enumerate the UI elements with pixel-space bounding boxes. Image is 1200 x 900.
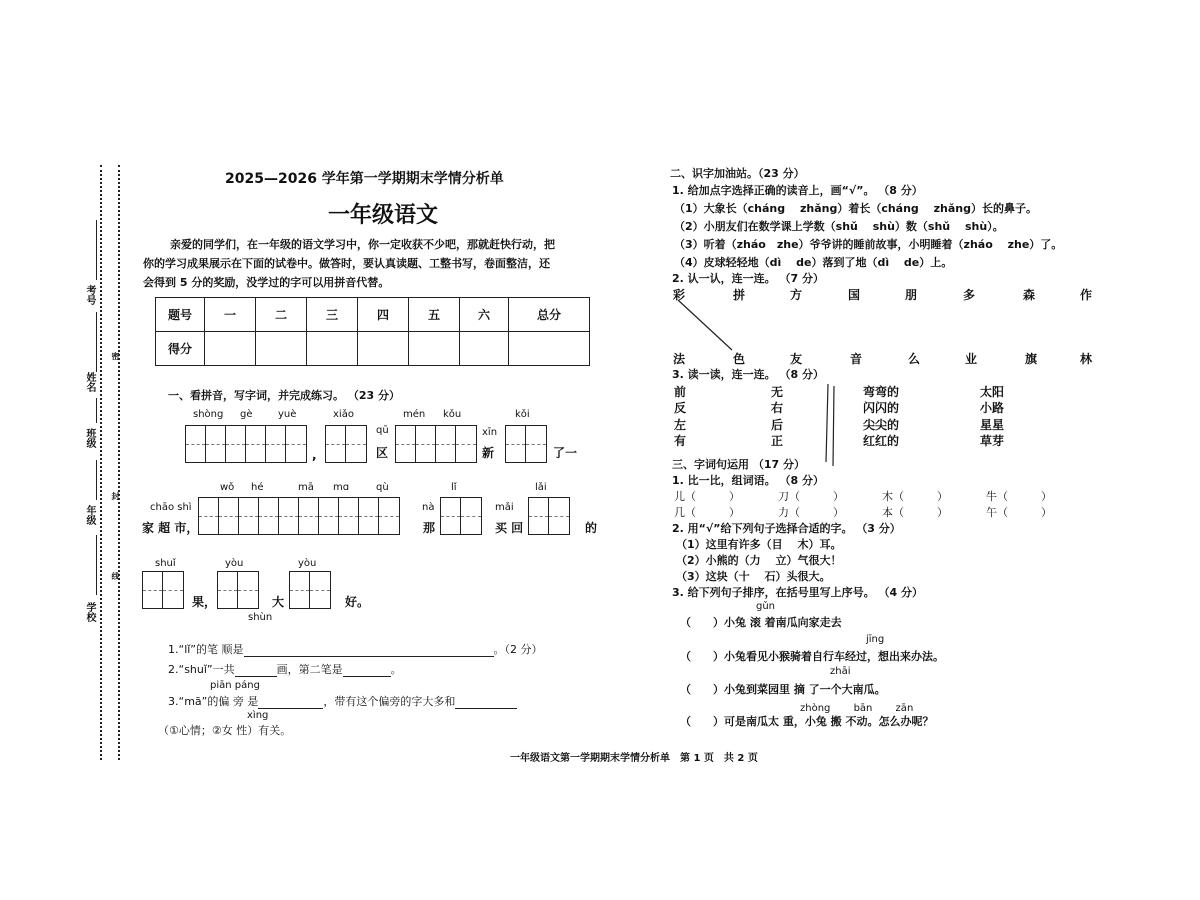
match-char-top[interactable]: 国 — [848, 288, 861, 302]
char: 果， — [192, 595, 217, 609]
section3-q3: 3. 给下列句子排序，在括号里写上序号。 （4 分） — [672, 586, 923, 599]
answer-line[interactable] — [258, 696, 323, 709]
sentence-order-item[interactable]: （ ）小兔到菜园里 摘 了一个大南瓜。 — [680, 683, 886, 696]
char: 的 — [585, 521, 598, 535]
writing-grid[interactable] — [217, 571, 259, 609]
question-1-3-options: （①心情；②女 性）有关。 — [158, 724, 292, 737]
seal-mi: 密 — [111, 352, 120, 360]
pinyin: mǎi — [495, 502, 514, 513]
kaohao-label: 考号 — [84, 285, 95, 305]
match-char-top[interactable]: 彩 — [673, 288, 686, 302]
match-word[interactable]: 左 — [674, 418, 687, 432]
match-char-bottom[interactable]: 色 — [733, 352, 746, 366]
intro-line-1: 亲爱的同学们，在一年级的语文学习中，你一定收获不少吧，那就赶快行动，把 — [170, 238, 555, 251]
pinyin: mén — [403, 409, 426, 420]
match-char-bottom[interactable]: 业 — [965, 352, 978, 366]
q2-text-b: 画，第二笔是 — [276, 663, 343, 676]
pinyin: zhāi — [830, 666, 851, 677]
word-compare[interactable]: 力（ ） — [778, 506, 844, 519]
score-header: 三 — [307, 298, 358, 332]
writing-grid[interactable] — [289, 571, 331, 609]
word-compare[interactable]: 本（ ） — [882, 506, 948, 519]
section1-title: 一、看拼音，写字词，并完成练习。 （23 分） — [168, 389, 400, 402]
sentence-order-item[interactable]: （ ）小兔看见小猴骑着自行车经过，想出来办法。 — [680, 650, 944, 663]
answer-line[interactable] — [343, 664, 391, 677]
char: 新 — [482, 446, 495, 460]
exam-title: 2025—2026 学年第一学期期末学情分析单 — [225, 171, 504, 187]
question-1-2 — [168, 661, 402, 677]
score-cell[interactable] — [358, 332, 409, 366]
pinyin: shùn — [248, 612, 273, 623]
xingming-line — [96, 312, 97, 372]
writing-grid[interactable] — [528, 497, 570, 535]
pinyin: kǒu — [443, 409, 462, 420]
pinyin: qū — [376, 425, 389, 436]
match-word[interactable]: 正 — [771, 434, 784, 448]
match-char-top[interactable]: 方 — [790, 288, 803, 302]
word-compare[interactable]: 午（ ） — [986, 506, 1052, 519]
q2-text-c: 。 — [390, 663, 402, 676]
word-compare[interactable]: 几（ ） — [674, 506, 740, 519]
pinyin: yòu — [298, 558, 317, 569]
match-char-top[interactable]: 森 — [1023, 288, 1036, 302]
pinyin: gè — [240, 409, 253, 420]
fold-line-left — [100, 165, 102, 760]
section2-q1-item: （4）皮球轻轻地（dì de）落到了地（dì de）上。 — [674, 256, 953, 269]
nianji-label: 年级 — [84, 505, 95, 525]
section3-q2: 2. 用“√”给下列句子选择合适的字。 （3 分） — [672, 522, 901, 535]
writing-grid[interactable] — [440, 497, 482, 535]
section3-q2-item: （3）这块（十 石）头很大。 — [676, 570, 831, 583]
pinyin: zhòng bān zān — [800, 703, 914, 714]
q2-text-a: 2.“shuǐ”一共 — [168, 663, 235, 676]
pinyin: kǒi — [515, 409, 530, 420]
pinyin: lǐ — [451, 482, 457, 493]
score-header: 五 — [409, 298, 460, 332]
section2-q1-item: （2）小朋友们在数学课上学数（shǔ shù）数（shǔ shù）。 — [674, 220, 1004, 233]
subject-title: 一年级语文 — [328, 203, 439, 228]
score-header: 总分 — [509, 298, 590, 332]
section2-q2: 2. 认一认，连一连。 （7 分） — [672, 272, 824, 285]
intro-line-2: 你的学习成果展示在下面的试卷中。做答时，要认真读题、工整书写，卷面整洁，还 — [143, 257, 550, 270]
score-cell[interactable] — [205, 332, 256, 366]
pinyin: hé — [251, 482, 264, 493]
score-header: 题号 — [156, 298, 205, 332]
pinyin: mɑ — [333, 482, 350, 493]
score-row-label: 得分 — [156, 332, 205, 366]
pinyin: mā — [298, 482, 314, 493]
word-compare[interactable]: 儿（ ） — [674, 490, 740, 503]
match-word[interactable]: 太阳 — [980, 385, 1005, 399]
score-cell[interactable] — [460, 332, 509, 366]
q1-text: 1.“lǐ”的笔 顺是 — [168, 643, 244, 656]
pinyin: piān páng — [210, 680, 260, 691]
match-char-top[interactable]: 拼 — [733, 288, 746, 302]
section3-title: 三、字词句运用 （17 分） — [672, 458, 805, 471]
section3-q2-item: （2）小熊的（力 立）气很大！ — [676, 554, 842, 567]
match-char-top[interactable]: 多 — [963, 288, 976, 302]
writing-grid[interactable] — [185, 425, 307, 463]
pinyin: shuǐ — [155, 558, 176, 569]
word-compare[interactable]: 木（ ） — [882, 490, 948, 503]
xuexiao-label: 学校 — [84, 602, 95, 622]
char: 大 — [272, 595, 285, 609]
seal-xian: 线 — [111, 572, 120, 580]
pinyin: chāo shì — [150, 502, 192, 513]
match-word[interactable]: 草芽 — [980, 434, 1005, 448]
pinyin: gǔn — [756, 601, 776, 612]
pinyin: wǒ — [220, 482, 235, 493]
pinyin: qù — [376, 482, 389, 493]
section2-title: 二、识字加油站。（23 分） — [670, 167, 805, 180]
match-word[interactable]: 前 — [674, 385, 687, 399]
seal-feng: 封 — [111, 492, 120, 500]
section3-q1: 1. 比一比，组词语。 （8 分） — [672, 474, 824, 487]
pinyin: jīng — [866, 634, 885, 645]
nianji-line — [96, 460, 97, 500]
writing-grid[interactable] — [395, 425, 477, 463]
section2-q1-item: （1）大象长（cháng zhǎng）着长（cháng zhǎng）长的鼻子。 — [674, 202, 1037, 215]
match-char-top[interactable]: 作 — [1080, 288, 1093, 302]
pinyin: yòu — [225, 558, 244, 569]
score-header: 二 — [256, 298, 307, 332]
score-cell[interactable] — [256, 332, 307, 366]
match-char-bottom[interactable]: 旗 — [1025, 352, 1038, 366]
writing-grid[interactable] — [142, 571, 184, 609]
score-table — [155, 297, 590, 366]
score-header: 四 — [358, 298, 409, 332]
char: 区 — [376, 446, 389, 460]
match-word[interactable]: 无 — [771, 385, 784, 399]
question-1-1 — [168, 641, 543, 657]
char: 那 — [423, 521, 436, 535]
pinyin: shòng — [193, 409, 224, 420]
sentence-order-item[interactable]: （ ）可是南瓜太 重，小兔 搬 不动。怎么办呢？ — [680, 715, 934, 728]
pinyin: xìng — [247, 710, 269, 721]
match-word[interactable]: 反 — [674, 401, 687, 415]
match-char-top[interactable]: 朋 — [905, 288, 918, 302]
char: 好。 — [345, 595, 370, 609]
pinyin: xiǎo — [333, 409, 354, 420]
word-compare[interactable]: 牛（ ） — [986, 490, 1052, 503]
answer-line[interactable] — [235, 664, 277, 677]
banji-label: 班级 — [84, 428, 95, 448]
match-word[interactable]: 闪闪的 — [863, 401, 900, 415]
match-word[interactable]: 小路 — [980, 401, 1005, 415]
q3-text-b: ，带有这个偏旁的字大多和 — [323, 695, 456, 708]
xuexiao-line — [96, 535, 97, 595]
match-char-bottom[interactable]: 么 — [908, 352, 921, 366]
match-word[interactable]: 星星 — [980, 418, 1005, 432]
question-1-3 — [168, 693, 517, 709]
section2-q3: 3. 读一读，连一连。 （8 分） — [672, 368, 824, 381]
match-char-bottom[interactable]: 友 — [790, 352, 803, 366]
score-cell[interactable] — [509, 332, 590, 366]
match-word[interactable]: 弯弯的 — [863, 385, 900, 399]
writing-grid[interactable] — [325, 425, 367, 463]
banji-line — [96, 398, 97, 423]
pinyin: yuè — [278, 409, 297, 420]
pinyin: nà — [422, 502, 435, 513]
answer-line[interactable] — [244, 644, 494, 657]
writing-grid[interactable] — [505, 425, 547, 463]
section2-q1: 1. 给加点字选择正确的读音上，画“√”。 （8 分） — [672, 184, 923, 197]
xingming-label: 姓名 — [84, 372, 95, 392]
match-char-bottom[interactable]: 音 — [850, 352, 863, 366]
answer-line[interactable] — [455, 696, 517, 709]
section2-q1-item: （3）听着（zháo zhe）爷爷讲的睡前故事，小明睡着（zháo zhe）了。 — [674, 238, 1063, 251]
fold-line-right — [118, 165, 120, 760]
q1-score: 。（2 分） — [493, 643, 543, 656]
comma: , — [312, 448, 317, 462]
char: 买 回 — [495, 521, 524, 535]
match-word[interactable]: 尖尖的 — [863, 418, 900, 432]
pinyin: xīn — [482, 427, 498, 438]
match-word[interactable]: 红红的 — [863, 434, 900, 448]
score-cell[interactable] — [409, 332, 460, 366]
score-cell[interactable] — [307, 332, 358, 366]
match-line — [820, 380, 840, 470]
char: 了一 — [553, 446, 578, 460]
section3-q2-item: （1）这里有许多（目 木）耳。 — [676, 538, 842, 551]
score-header: 六 — [460, 298, 509, 332]
sentence-order-item[interactable]: （ ）小兔 滚 着南瓜向家走去 — [680, 616, 842, 629]
score-header: 一 — [205, 298, 256, 332]
q3-text-a: 3.“mā”的偏 旁 是 — [168, 695, 259, 708]
match-char-bottom[interactable]: 法 — [673, 352, 686, 366]
match-word[interactable]: 后 — [771, 418, 784, 432]
page-footer: 一年级语文第一学期期末学情分析单 第 1 页 共 2 页 — [510, 753, 758, 764]
kaohao-line — [96, 220, 97, 280]
match-word[interactable]: 有 — [674, 434, 687, 448]
match-char-bottom[interactable]: 林 — [1080, 352, 1093, 366]
writing-grid[interactable] — [198, 497, 400, 535]
pinyin: lǎi — [535, 482, 547, 493]
char: 家 超 市， — [142, 521, 199, 535]
intro-line-3: 会得到 5 分的奖励，没学过的字可以用拼音代替。 — [143, 276, 390, 289]
match-word[interactable]: 右 — [771, 401, 784, 415]
word-compare[interactable]: 刀（ ） — [778, 490, 844, 503]
